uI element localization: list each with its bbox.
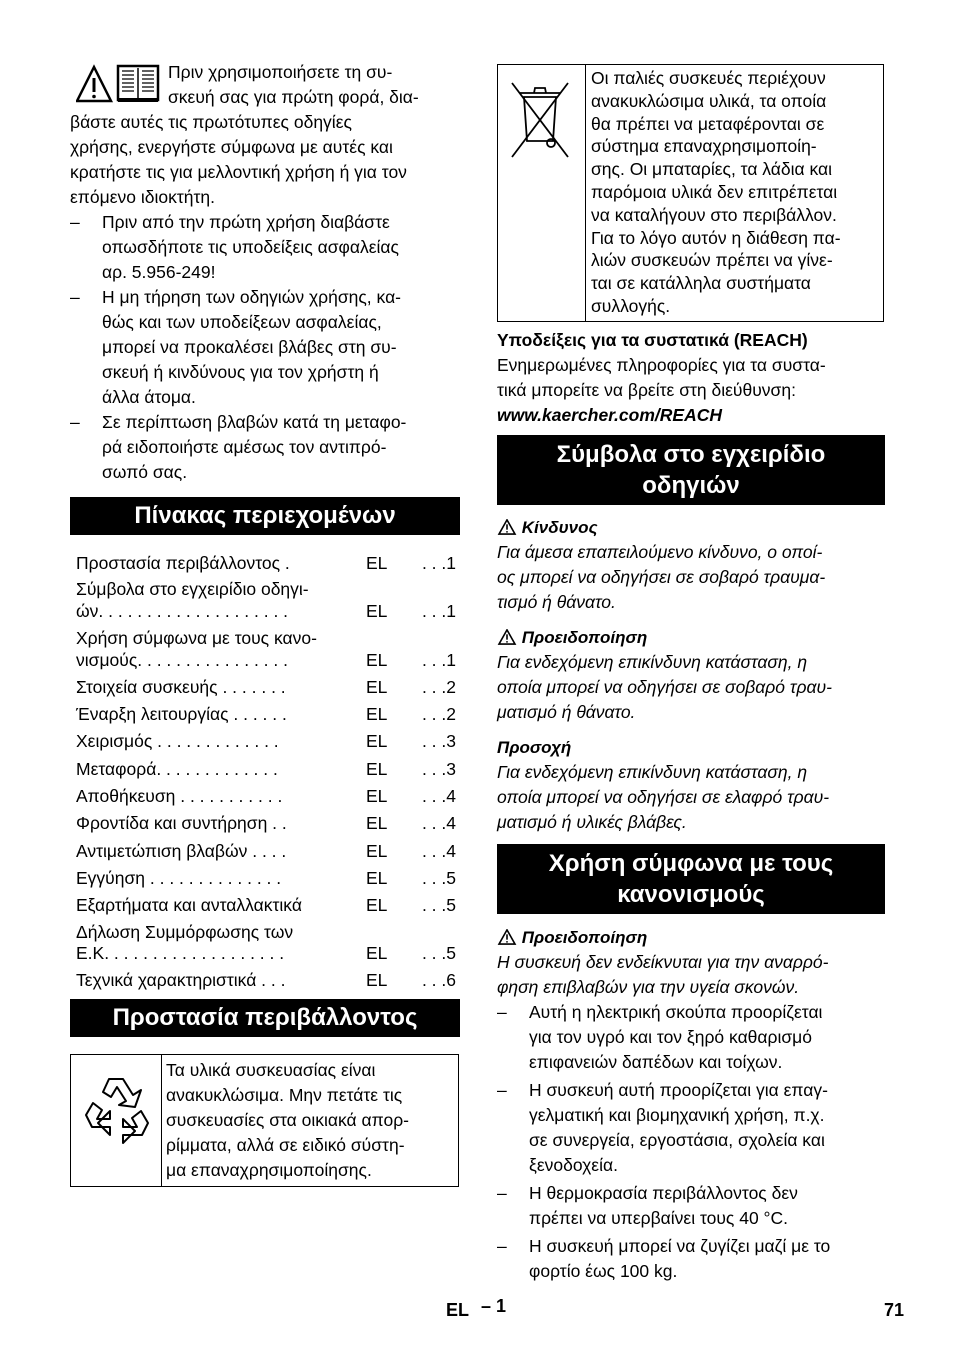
weee-line: παρόμοια υλικά δεν επιτρέπεται <box>591 181 838 202</box>
recycle-box <box>70 1054 459 1187</box>
toc-entry-name: Τεχνικά χαρακτηριστικά . . . <box>76 970 286 990</box>
bullet-line: Η συσκευή αυτή προορίζεται για επαγ- <box>529 1080 828 1100</box>
intro-line: βάστε αυτές τις πρωτότυπες οδηγίες <box>70 112 352 132</box>
toc-entry-name: νισμούς. . . . . . . . . . . . . . . . <box>76 650 288 670</box>
bullet-line: αρ. 5.956-249! <box>102 262 216 282</box>
toc-entry-page: . . .1 <box>421 650 456 670</box>
recycle-line: μα επαναχρησιμοποίησης. <box>166 1160 372 1180</box>
toc-heading: Πίνακας περιεχομένων <box>70 497 460 535</box>
weee-line: συλλογής. <box>591 295 671 316</box>
use-bullet <box>497 1078 887 1178</box>
use-bullet <box>497 1000 887 1075</box>
use-heading-line: κανονισμούς <box>617 881 765 908</box>
use-warning-line: Η συσκευή δεν ενδείκνυται για την αναρρό- <box>497 952 829 972</box>
danger-line: τισμό ή θάνατο. <box>497 592 616 612</box>
footer-subpage: – 1 <box>481 1296 507 1316</box>
toc-entry-page: . . .2 <box>421 704 456 724</box>
bullet-line: φορτίο έως 100 kg. <box>529 1261 678 1281</box>
dash-marker: – <box>70 212 80 232</box>
use-warning-line: φηση επιβλαβών για την υγεία σκονών. <box>497 977 800 997</box>
bullet-line: άλλα άτομα. <box>102 387 196 407</box>
use-warning-label: Προειδοποίηση <box>521 928 648 947</box>
bullet-line: Η μη τήρηση των οδηγιών χρήσης, κα- <box>102 287 402 307</box>
symbols-heading <box>497 435 885 505</box>
toc-entry-page: . . .5 <box>421 895 456 915</box>
danger-label-row <box>497 515 887 540</box>
toc-entry-name: Μεταφορά. . . . . . . . . . . . . <box>76 759 278 779</box>
bullet-line: Σε περίπτωση βλαβών κατά τη μεταφο- <box>102 412 407 432</box>
intro-bullet <box>70 285 462 410</box>
use-heading-line: Χρήση σύμφωνα με τους <box>548 850 834 877</box>
recycle-line: ανακυκλώσιμα. Μην πετάτε τις <box>166 1085 403 1105</box>
caution-line: ματισμό ή υλικές βλάβες. <box>497 812 687 832</box>
weee-line: σης. Οι μπαταρίες, τα λάδια και <box>591 159 833 180</box>
weee-line: σύστημα επαναχρησιμοποίη- <box>591 136 817 157</box>
bullet-line: σε συνεργεία, εργοστάσια, σχολεία και <box>529 1130 825 1150</box>
use-content <box>497 925 887 1284</box>
weee-line: λιών συσκευών πρέπει να γίνε- <box>591 250 833 271</box>
toc-entry-page: . . .4 <box>421 786 456 806</box>
intro-bullet <box>70 410 462 485</box>
recycle-line: ρίμματα, αλλά σε ειδικό σύστη- <box>166 1135 405 1155</box>
toc-entry-name: Αποθήκευση . . . . . . . . . . . <box>76 786 283 806</box>
toc-entry-name: Χειρισμός . . . . . . . . . . . . . <box>76 731 279 751</box>
dash-marker: – <box>497 1236 507 1256</box>
toc-entry-page: . . .2 <box>421 677 456 697</box>
bullet-line: θώς και των υποδείξεων ασφαλείας, <box>102 312 382 332</box>
bullet-line: Αυτή η ηλεκτρική σκούπα προορίζεται <box>529 1002 823 1022</box>
toc-entry-page: . . .5 <box>421 868 456 888</box>
footer <box>0 1296 954 1326</box>
recycle-line: Τα υλικά συσκευασίας είναι <box>166 1060 376 1080</box>
bullet-line: σωπό σας. <box>102 462 188 482</box>
weee-line: Οι παλιές συσκευές περιέχουν <box>591 68 826 88</box>
caution-line: οποία μπορεί να οδηγήσει σε ελαφρό τραυ- <box>497 787 830 807</box>
bullet-line: σκευή ή κινδύνους για τον χρήστη ή <box>102 362 379 382</box>
warning-line: οποία μπορεί να οδηγήσει σε σοβαρό τραυ- <box>497 677 832 697</box>
toc-entry-page: . . .6 <box>421 970 456 990</box>
bullet-line: Η συσκευή μπορεί να ζυγίζει μαζί με το <box>529 1236 831 1256</box>
toc-entry-lang: EL <box>366 759 388 779</box>
toc-entry-page: . . .4 <box>421 813 456 833</box>
danger-line: ος μπορεί να οδηγήσει σε σοβαρό τραυμα- <box>497 567 826 587</box>
toc-entry-lang: EL <box>366 943 388 963</box>
intro-line: κρατήστε τις για μελλοντική χρήση ή για τον <box>70 162 407 182</box>
toc-entry-name: Σύμβολα στο εγχειρίδιο οδηγι- <box>76 579 309 599</box>
toc-entry-page: . . .1 <box>421 601 456 621</box>
dash-marker: – <box>70 287 80 307</box>
bullet-line: ξενοδοχεία. <box>529 1155 618 1175</box>
toc-entry-page: . . .3 <box>421 759 456 779</box>
intro-paragraph <box>70 60 462 485</box>
bullet-line: Πριν από την πρώτη χρήση διαβάστε <box>102 212 390 232</box>
toc-entry-lang: EL <box>366 601 388 621</box>
toc-entry-lang: EL <box>366 895 388 915</box>
intro-line: χρήσης, ενεργήστε σύμφωνα με αυτές και <box>70 137 393 157</box>
bullet-line: πρέπει να υπερβαίνει τους 40 °C. <box>529 1208 789 1228</box>
toc-entry-page: . . .4 <box>421 841 456 861</box>
warning-label: Προειδοποίηση <box>521 628 648 647</box>
toc-entry-name: Στοιχεία συσκευής . . . . . . . <box>76 677 286 697</box>
toc-entry-lang: EL <box>366 813 388 833</box>
toc-entry-name: Αντιμετώπιση βλαβών . . . . <box>76 841 287 861</box>
reach-section <box>497 328 887 428</box>
bullet-line: Η θερμοκρασία περιβάλλοντος δεν <box>529 1183 798 1203</box>
symbols-content <box>497 515 887 835</box>
dash-marker: – <box>70 412 80 432</box>
recycle-line: συσκευασίες στα οικιακά απορ- <box>166 1110 409 1130</box>
recycle-text <box>166 1058 454 1183</box>
toc-entry-name: Δήλωση Συμμόρφωσης των <box>76 922 294 942</box>
warning-triangle-icon <box>497 519 517 535</box>
weee-line: να καταλήγουν στο περιβάλλον. <box>591 204 837 225</box>
recycle-icon-cell <box>71 1055 162 1186</box>
reach-link[interactable]: www.kaercher.com/REACH <box>497 405 722 425</box>
use-bullet <box>497 1181 887 1231</box>
toc-entry-name: Ε.Κ. . . . . . . . . . . . . . . . . . . <box>76 943 285 963</box>
weee-line: ανακυκλώσιμα υλικά, τα οποία <box>591 90 827 111</box>
toc-entry-lang: EL <box>366 677 388 697</box>
toc-entry-lang: EL <box>366 650 388 670</box>
symbols-heading-line: Σύμβολα στο εγχειρίδιο <box>556 441 826 468</box>
bullet-line: επιφανειών δαπέδων και τοίχων. <box>529 1052 783 1072</box>
toc-entry-lang: EL <box>366 868 388 888</box>
intro-line: επόμενο ιδιοκτήτη. <box>70 187 215 207</box>
toc-entry-name: Χρήση σύμφωνα με τους κανο- <box>76 628 317 648</box>
use-warning-label-row <box>497 925 887 950</box>
weee-box <box>497 64 884 322</box>
toc-entry-page: . . .3 <box>421 731 456 751</box>
reach-line: Ενημερωμένες πληροφορίες για τα συστα- <box>497 355 826 375</box>
page-number: 71 <box>884 1300 905 1320</box>
bullet-line: οπωσδήποτε τις υποδείξεις ασφαλείας <box>102 237 399 257</box>
toc-entry-lang: EL <box>366 704 388 724</box>
dash-marker: – <box>497 1080 507 1100</box>
dash-marker: – <box>497 1002 507 1022</box>
toc-entry-lang: EL <box>366 841 388 861</box>
weee-text <box>591 67 879 318</box>
bullet-line: ρά ειδοποιήστε αμέσως τον αντιπρό- <box>102 437 387 457</box>
intro-bullet <box>70 210 462 285</box>
reach-heading: Υποδείξεις για τα συστατικά (REACH) <box>497 330 808 350</box>
weee-line: ται σε κατάλληλα συστήματα <box>591 273 811 294</box>
recycle-icon <box>71 1055 161 1186</box>
use-heading <box>497 844 885 914</box>
toc-entry-lang: EL <box>366 553 388 573</box>
weee-line: Για το λόγο αυτόν η διάθεση πα- <box>591 227 841 248</box>
warning-label-row <box>497 625 887 650</box>
toc-list <box>70 552 462 992</box>
symbols-heading-line: οδηγιών <box>642 472 740 499</box>
toc-entry-page: . . .5 <box>421 943 456 963</box>
caution-label: Προσοχή <box>497 738 572 757</box>
bullet-line: γελματική και βιομηχανική χρήση, π.χ. <box>529 1105 825 1125</box>
danger-label: Κίνδυνος <box>521 518 598 537</box>
crossed-bin-icon <box>498 65 585 175</box>
dash-marker: – <box>497 1183 507 1203</box>
reach-line: τικά μπορείτε να βρείτε στη διεύθυνση: <box>497 380 796 400</box>
use-bullet <box>497 1234 887 1284</box>
weee-line: θα πρέπει να μεταφέρονται σε <box>591 113 825 134</box>
toc-entry-name: Φροντίδα και συντήρηση . . <box>76 813 287 833</box>
toc-entry-lang: EL <box>366 731 388 751</box>
toc-entry-name: Προστασία περιβάλλοντος . <box>76 553 290 573</box>
warning-triangle-icon <box>497 629 517 645</box>
weee-icon-cell <box>498 65 586 321</box>
danger-line: Για άμεσα επαπειλούμενο κίνδυνο, ο οποί- <box>497 542 823 562</box>
warning-triangle-icon <box>497 929 517 945</box>
toc-entry-name: Εγγύηση . . . . . . . . . . . . . . <box>76 868 282 888</box>
footer-lang: EL <box>446 1300 470 1320</box>
intro-line: σκευή σας για πρώτη φορά, δια- <box>168 87 419 107</box>
toc-entry-name: Εξαρτήματα και ανταλλακτικά <box>76 895 302 915</box>
toc-entry-lang: EL <box>366 786 388 806</box>
warning-line: ματισμό ή θάνατο. <box>497 702 636 722</box>
toc-entry-name: Έναρξη λειτουργίας . . . . . . <box>76 704 287 724</box>
warning-line: Για ενδεχόμενη επικίνδυνη κατάσταση, η <box>497 652 808 672</box>
toc-entry-page: . . .1 <box>421 553 456 573</box>
toc-entry-lang: EL <box>366 970 388 990</box>
bullet-line: μπορεί να προκαλέσει βλάβες στη συ- <box>102 337 397 357</box>
env-heading: Προστασία περιβάλλοντος <box>70 999 460 1037</box>
toc-entry-name: ών. . . . . . . . . . . . . . . . . . . . <box>76 601 289 621</box>
bullet-line: για τον υγρό και τον ξηρό καθαρισμό <box>529 1027 812 1047</box>
caution-line: Για ενδεχόμενη επικίνδυνη κατάσταση, η <box>497 762 808 782</box>
intro-line: Πριν χρησιμοποιήσετε τη συ- <box>168 62 393 82</box>
